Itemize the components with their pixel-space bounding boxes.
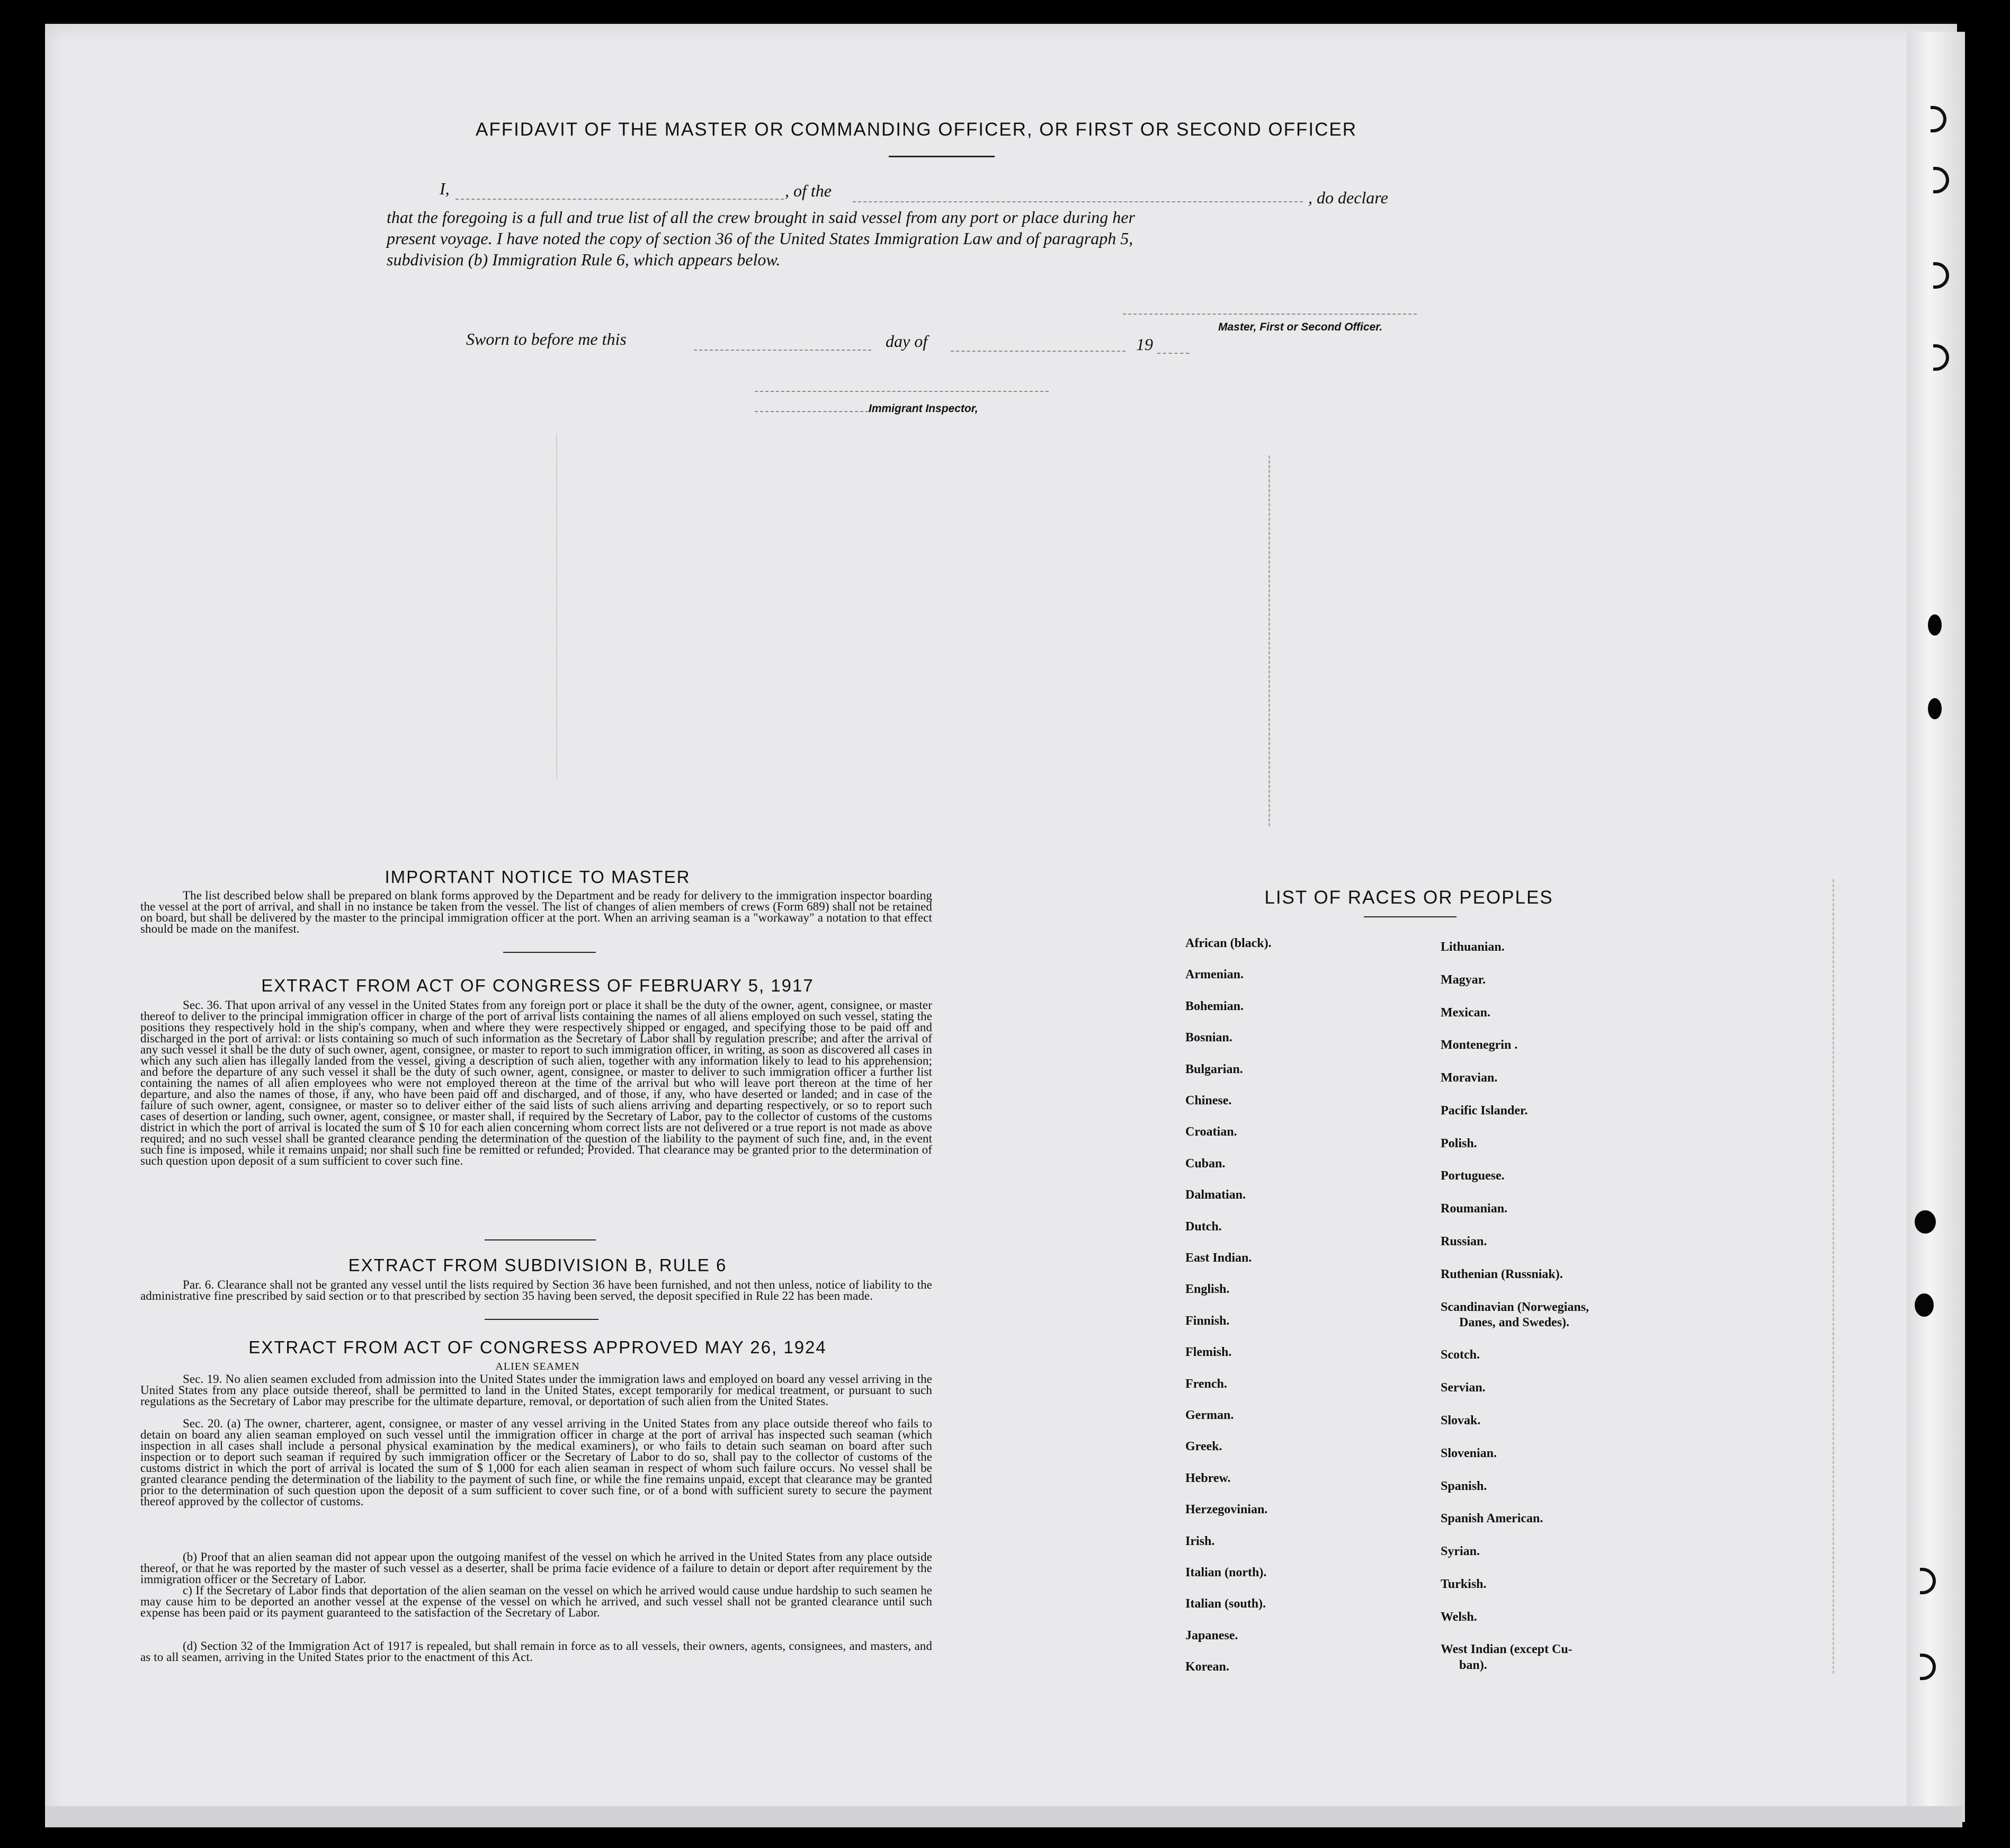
- race-item: ban).: [1459, 1658, 1487, 1672]
- binder-hole-icon: [1928, 614, 1942, 636]
- race-item: Syrian.: [1441, 1545, 1480, 1559]
- declaration-vessel-label: , of the: [785, 181, 832, 200]
- race-item: Finnish.: [1185, 1314, 1230, 1328]
- divider: [503, 952, 596, 953]
- race-item: Cuban.: [1185, 1156, 1226, 1171]
- race-item: Roumanian.: [1441, 1202, 1508, 1216]
- extract-rule6-body: Par. 6. Clearance shall not be granted any vessel until the lists required by Section 36 have been furnished, and not then unless, notice of liability to the administrative fine prescribed by said section or to that prescribed by section 35 having been served, the deposit specified in Rule 22 has been made.: [140, 1278, 932, 1302]
- race-item: Lithuanian.: [1441, 940, 1505, 954]
- faint-dots: [556, 434, 562, 779]
- sec-20b: (b) Proof that an alien seaman did not appear upon the outgoing manifest of the vessel on which he arrived in the United States from any place outside thereof, or that he was reported by the master of such vessel as a deserter, shall be prima facie evidence of a failure to detain or deport after requirement by the immigration officer or the Secretary of Labor.: [140, 1550, 932, 1586]
- inspector-signature-line: [755, 391, 1049, 392]
- name-blank: [455, 199, 784, 200]
- race-item: German.: [1185, 1408, 1234, 1422]
- sec-19: Sec. 19. No alien seamen excluded from admission into the United States under the immigration laws and employed on board any vessel arriving in the United States from any place outside thereof, shall be permitted to land in the United States, except temporarily for medical treatment, or pursuant to such regulations as the Secretary of Labor may prescribe for the ultimate departure, removal, or deportation of such alien from the United States.: [140, 1372, 932, 1408]
- affidavit-title: AFFIDAVIT OF THE MASTER OR COMMANDING OFFICER, OR FIRST OR SECOND OFFICER: [475, 119, 1357, 140]
- divider: [485, 1239, 596, 1240]
- divider: [889, 156, 995, 157]
- sec-20a: Sec. 20. (a) The owner, charterer, agent, consignee, or master of any vessel arriving in the United States from any place outside thereof who fails to detain on board any alien seaman employed on such vessel until the immigration officer in charge at the port of arrival has inspected such seaman (which inspection in all cases shall include a personal physical examination by the medical examiners), or who fails to detain such seaman on board after such inspection or to deport such seaman if required by such immigration officer or the Secretary of Labor to do so, shall pay to the collector of customs of the customs district in which the port of arrival is located the sum of $ 1,000 for each alien seaman in respect of whom such failure occurs. No vessel shall be granted clearance pending the determination of the liability to the payment of such fine, or while the fine remains unpaid, except that clearance may be granted prior to the determination of such question upon the deposit of a sum sufficient to cover such fine, or of a bond with sufficient surety to secure the payment thereof approved by the collector of customs.: [140, 1417, 932, 1508]
- race-item: Herzegovinian.: [1185, 1503, 1268, 1517]
- day-of-label: day of: [886, 332, 928, 351]
- inspector-caption: Immigrant Inspector,: [869, 403, 978, 415]
- race-item: Moravian.: [1441, 1071, 1498, 1085]
- race-item: African (black).: [1185, 936, 1272, 950]
- declaration-line: subdivision (b) Immigration Rule 6, which appears below.: [387, 250, 781, 269]
- notice-body: The list described below shall be prepared on blank forms approved by the Department and be ready for delivery to the immigration inspector boarding the vessel at the port of arrival, and shall in no instance be taken from the vessel. The list of changes of alien members of crews (Form 689) shall not be retained on board, but shall be delivered by the master to the principal immigration officer at the port. When an arriving seaman is a "workaway" a notation to that effect should be made on the manifest.: [140, 889, 932, 935]
- year-label: 19: [1136, 335, 1153, 354]
- race-item: West Indian (except Cu-: [1441, 1642, 1573, 1657]
- master-caption: Master, First or Second Officer.: [1218, 321, 1383, 333]
- notice-title: IMPORTANT NOTICE TO MASTER: [385, 867, 691, 887]
- sec-20c: c) If the Secretary of Labor finds that deportation of the alien seaman on the vessel on which he arrived would cause undue hardship to such seamen he may cause him to be deported an another vessel at the expense of the vessel on which he arrived, and such vessel shall not be granted clearance until such expense has been paid or its payment guaranteed to the satisfaction of the Secretary of Labor.: [140, 1584, 932, 1619]
- race-item: Hebrew.: [1185, 1471, 1231, 1485]
- race-item: Magyar.: [1441, 972, 1486, 987]
- declaration-name-label: I,: [440, 179, 450, 198]
- vessel-blank: [853, 201, 1303, 202]
- month-blank: [951, 351, 1125, 352]
- race-item: Italian (south).: [1185, 1597, 1266, 1611]
- race-item: Flemish.: [1185, 1345, 1232, 1360]
- binder-hole-icon: [1915, 1293, 1934, 1317]
- race-item: East Indian.: [1185, 1251, 1252, 1265]
- divider: [485, 1319, 598, 1320]
- race-item: Korean.: [1185, 1660, 1229, 1674]
- race-item: English.: [1185, 1282, 1230, 1297]
- race-item: Turkish.: [1441, 1577, 1487, 1591]
- extract-1917-title: EXTRACT FROM ACT OF CONGRESS OF FEBRUARY 5, 1917: [261, 976, 814, 995]
- page-edge-right: [1907, 32, 1965, 1822]
- race-item: Scotch.: [1441, 1348, 1480, 1362]
- race-item: Servian.: [1441, 1381, 1486, 1395]
- race-item: Spanish American.: [1441, 1512, 1543, 1526]
- race-item: Pacific Islander.: [1441, 1103, 1528, 1118]
- inspector-sub-line: [755, 411, 869, 412]
- race-item: Bosnian.: [1185, 1031, 1232, 1045]
- year-blank: [1157, 353, 1189, 354]
- race-item: Danes, and Swedes).: [1459, 1315, 1570, 1329]
- extract-1924-subtitle: ALIEN SEAMEN: [495, 1361, 580, 1372]
- race-item: Portuguese.: [1441, 1169, 1505, 1183]
- race-item: Japanese.: [1185, 1628, 1238, 1642]
- declaration-line: present voyage. I have noted the copy of section 36 of the United States Immigration Law and of paragraph 5,: [387, 229, 1133, 248]
- race-item: Slovak.: [1441, 1413, 1481, 1427]
- extract-1917-body: Sec. 36. That upon arrival of any vessel in the United States from any foreign port or place it shall be the duty of the owner, agent, consignee, or master thereof to deliver to the principal immigration officer in charge of the port of arrival lists containing the names of all aliens employed on such vessel, stating the positions they respectively hold in the ship's company, when and where they were respectively shipped or engaged, and specifying those to be paid off and discharged in the port of arrival: or lists containing so much of such information as the Secretary of Labor shall by regulation prescribe; and after the arrival of any such vessel it shall be the duty of such owner, agent, consignee, or master to report to such immigration officer, in writing, as soon as discovered all cases in which any such alien has illegally landed from the vessel, giving a description of such alien, together with any information likely to lead to his apprehension; and before the departure of any such vessel it shall be the duty of such owner, agent, consignee, or master to deliver to such immigration officer a further list containing the names of all alien employees who were not employed thereon at the time of the arrival but who will leave port thereon at the time of her departure, and also the names of those, if any, who have been paid off and discharged, and of those, if any, who have deserted or landed; and in case of the failure of such owner, agent, consignee, or master so to deliver either of the said lists of such aliens arriving and departing respectively, or so to report such cases of desertion or landing, such owner, agent, consignee, or master shall, if required by the Secretary of Labor, pay to the collector of customs of the customs district in which the port of arrival is located the sum of $ 10 for each alien concerning whom correct lists are not delivered or a true report is not made as above required; and no such vessel shall be granted clearance pending the determination of the question of the liability to the payment of such fine, and, in the event such fine is imposed, while it remains unpaid; nor shall such fine be remitted or refunded; Provided. That clearance may be granted prior to the determination of such question upon deposit of a sum sufficient to cover such fine.: [140, 998, 932, 1167]
- sworn-day-blank: [694, 350, 871, 351]
- race-item: Bohemian.: [1185, 999, 1244, 1013]
- race-item: Italian (north).: [1185, 1566, 1267, 1579]
- race-item: Chinese.: [1185, 1094, 1232, 1108]
- race-item: Polish.: [1441, 1136, 1477, 1150]
- extract-rule6-title: EXTRACT FROM SUBDIVISION B, RULE 6: [348, 1255, 727, 1275]
- race-item: Bulgarian.: [1185, 1062, 1243, 1076]
- sec-20d: (d) Section 32 of the Immigration Act of 1917 is repealed, but shall remain in force as to all vessels, their owners, agents, consignees, and masters, and as to all seamen, arriving in the United States prior to the enactment of this Act.: [140, 1639, 932, 1664]
- race-item: French.: [1185, 1377, 1227, 1391]
- faint-dots: [1833, 879, 1839, 1674]
- race-item: Mexican.: [1441, 1005, 1490, 1020]
- faint-dots: [1268, 456, 1275, 826]
- race-item: Croatian.: [1185, 1125, 1237, 1139]
- sworn-label: Sworn to before me this: [466, 329, 627, 349]
- race-item: Spanish.: [1441, 1479, 1487, 1493]
- master-signature-line: [1123, 314, 1417, 315]
- binder-hole-icon: [1915, 1210, 1936, 1234]
- race-item: Russian.: [1441, 1234, 1487, 1248]
- race-item: Dalmatian.: [1185, 1188, 1246, 1202]
- binder-hole-icon: [1928, 698, 1942, 719]
- race-item: Armenian.: [1185, 968, 1244, 982]
- race-item: Scandinavian (Norwegians,: [1441, 1300, 1589, 1314]
- race-item: Irish.: [1185, 1534, 1215, 1548]
- page-edge-bottom: [45, 1806, 1962, 1827]
- extract-1924-title: EXTRACT FROM ACT OF CONGRESS APPROVED MAY 26, 1924: [248, 1337, 827, 1357]
- race-item: Greek.: [1185, 1440, 1222, 1454]
- declaration-line: that the foregoing is a full and true list of all the crew brought in said vessel from any port or place during her: [387, 208, 1135, 227]
- races-title: LIST OF RACES OR PEOPLES: [1264, 887, 1553, 908]
- race-item: Dutch.: [1185, 1219, 1222, 1234]
- race-item: Ruthenian (Russniak).: [1441, 1267, 1563, 1281]
- race-item: Welsh.: [1441, 1610, 1477, 1624]
- declaration-suffix: , do declare: [1308, 188, 1388, 207]
- race-item: Montenegrin .: [1441, 1038, 1518, 1052]
- divider: [1364, 916, 1457, 917]
- race-item: Slovenian.: [1441, 1446, 1497, 1460]
